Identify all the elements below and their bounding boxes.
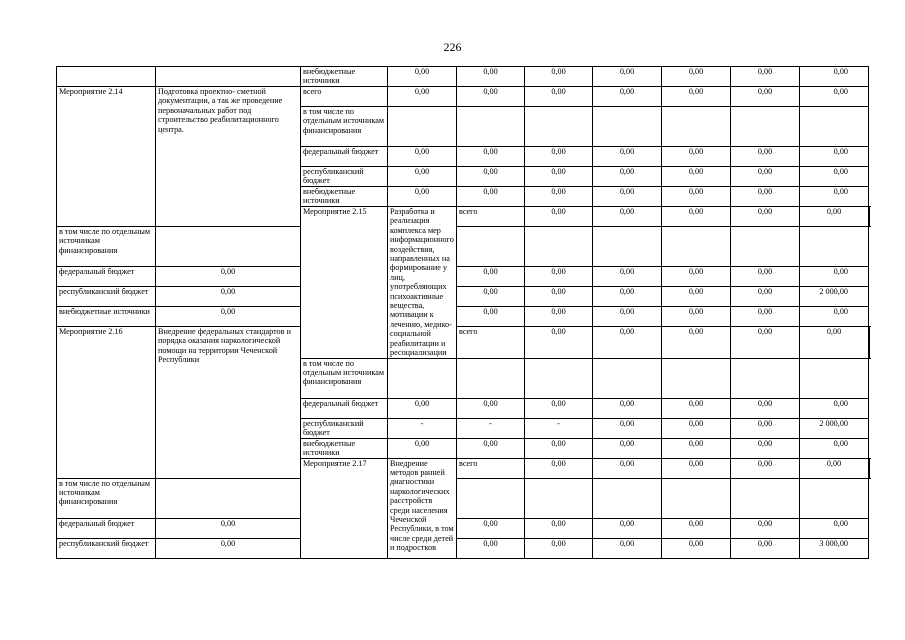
amount-cell: 0,00 bbox=[662, 538, 731, 558]
amount-cell bbox=[593, 227, 662, 267]
amount-cell: 0,00 bbox=[457, 67, 525, 87]
amount-cell bbox=[731, 107, 800, 147]
amount-cell: 0,00 bbox=[731, 538, 800, 558]
amount-cell: 0,00 bbox=[662, 147, 731, 167]
amount-cell bbox=[593, 358, 662, 398]
amount-cell: 0,00 bbox=[457, 167, 525, 187]
description-cell bbox=[156, 67, 301, 87]
amount-cell: 0,00 bbox=[800, 327, 869, 359]
amount-cell bbox=[869, 458, 870, 478]
amount-cell: 0,00 bbox=[662, 438, 731, 458]
amount-cell: 0,00 bbox=[457, 438, 525, 458]
description-cell: Подготовка проектно- сметной документации, а так же проведение первоначальных работ под строительство реабилитационного центра. bbox=[156, 87, 301, 227]
table-row bbox=[57, 518, 870, 538]
amount-cell: 0,00 bbox=[731, 327, 800, 359]
amount-cell: 0,00 bbox=[457, 267, 525, 287]
amount-cell: 0,00 bbox=[156, 518, 301, 538]
amount-cell: 0,00 bbox=[593, 187, 662, 207]
amount-cell: 0,00 bbox=[525, 67, 593, 87]
amount-cell: 0,00 bbox=[662, 327, 731, 359]
amount-cell: 0,00 bbox=[662, 398, 731, 418]
amount-cell: 0,00 bbox=[156, 307, 301, 327]
amount-cell: 0,00 bbox=[731, 147, 800, 167]
amount-cell: 0,00 bbox=[662, 187, 731, 207]
amount-cell: 0,00 bbox=[525, 147, 593, 167]
amount-cell bbox=[388, 358, 457, 398]
funding-source-cell: федеральный бюджет bbox=[57, 518, 156, 538]
funding-source-cell: всего bbox=[457, 458, 525, 478]
amount-cell: 0,00 bbox=[525, 307, 593, 327]
amount-cell: 0,00 bbox=[388, 147, 457, 167]
amount-cell: 0,00 bbox=[457, 147, 525, 167]
amount-cell: 0,00 bbox=[731, 167, 800, 187]
amount-cell: 0,00 bbox=[662, 67, 731, 87]
amount-cell: 0,00 bbox=[525, 287, 593, 307]
amount-cell: 0,00 bbox=[593, 287, 662, 307]
funding-source-cell: в том числе по отдельным источникам финансирования bbox=[57, 227, 156, 267]
amount-cell: 3 000,00 bbox=[800, 538, 869, 558]
funding-source-cell: внебюджетные источники bbox=[57, 307, 156, 327]
amount-cell bbox=[662, 478, 731, 518]
amount-cell: 0,00 bbox=[388, 67, 457, 87]
amount-cell: 0,00 bbox=[662, 287, 731, 307]
table-row bbox=[57, 307, 870, 327]
funding-source-cell: федеральный бюджет bbox=[301, 147, 388, 167]
amount-cell: 0,00 bbox=[731, 458, 800, 478]
amount-cell: 0,00 bbox=[525, 458, 593, 478]
amount-cell: 0,00 bbox=[662, 307, 731, 327]
amount-cell: 0,00 bbox=[593, 87, 662, 107]
amount-cell: 0,00 bbox=[662, 267, 731, 287]
amount-cell bbox=[731, 227, 800, 267]
amount-cell: 0,00 bbox=[731, 87, 800, 107]
amount-cell: 0,00 bbox=[593, 398, 662, 418]
amount-cell: 0,00 bbox=[457, 287, 525, 307]
amount-cell: 0,00 bbox=[525, 438, 593, 458]
amount-cell bbox=[457, 107, 525, 147]
amount-cell: 0,00 bbox=[731, 187, 800, 207]
amount-cell: 0,00 bbox=[593, 538, 662, 558]
funding-source-cell: республиканский бюджет bbox=[301, 418, 388, 438]
amount-cell bbox=[156, 227, 301, 267]
amount-cell: 0,00 bbox=[156, 267, 301, 287]
amount-cell: 0,00 bbox=[457, 307, 525, 327]
amount-cell: 0,00 bbox=[662, 87, 731, 107]
activity-id-cell bbox=[57, 67, 156, 87]
amount-cell bbox=[800, 227, 869, 267]
amount-cell: 0,00 bbox=[662, 207, 731, 227]
amount-cell bbox=[731, 358, 800, 398]
amount-cell: 0,00 bbox=[800, 147, 869, 167]
amount-cell bbox=[800, 478, 869, 518]
amount-cell bbox=[525, 107, 593, 147]
amount-cell: 0,00 bbox=[593, 167, 662, 187]
amount-cell bbox=[800, 358, 869, 398]
amount-cell: 0,00 bbox=[800, 167, 869, 187]
funding-source-cell: в том числе по отдельным источникам финансирования bbox=[301, 358, 388, 398]
amount-cell: - bbox=[457, 418, 525, 438]
table-row bbox=[57, 87, 870, 107]
amount-cell: 0,00 bbox=[731, 267, 800, 287]
amount-cell bbox=[731, 478, 800, 518]
table-row bbox=[57, 538, 870, 558]
table-row bbox=[57, 478, 870, 518]
amount-cell: 0,00 bbox=[525, 398, 593, 418]
amount-cell: 2 000,00 bbox=[800, 287, 869, 307]
amount-cell: 0,00 bbox=[593, 307, 662, 327]
amount-cell: 0,00 bbox=[457, 538, 525, 558]
amount-cell bbox=[662, 227, 731, 267]
budget-table-body bbox=[57, 67, 870, 559]
amount-cell: 0,00 bbox=[388, 187, 457, 207]
amount-cell: 0,00 bbox=[457, 398, 525, 418]
funding-source-cell: в том числе по отдельным источникам финансирования bbox=[57, 478, 156, 518]
amount-cell: 0,00 bbox=[593, 518, 662, 538]
page-number: 226 bbox=[443, 40, 462, 54]
amount-cell: 0,00 bbox=[525, 207, 593, 227]
funding-source-cell: внебюджетные источники bbox=[301, 438, 388, 458]
amount-cell: 0,00 bbox=[593, 207, 662, 227]
amount-cell: 0,00 bbox=[800, 187, 869, 207]
funding-source-cell: внебюджетные источники bbox=[301, 187, 388, 207]
amount-cell: 0,00 bbox=[731, 398, 800, 418]
amount-cell: 0,00 bbox=[525, 187, 593, 207]
funding-source-cell: республиканский бюджет bbox=[301, 167, 388, 187]
activity-id-cell: Мероприятие 2.16 bbox=[57, 327, 156, 479]
funding-source-cell: республиканский бюджет bbox=[57, 287, 156, 307]
description-cell: Внедрение федеральных стандартов и порядка оказания наркологической помощи на территории Чеченской Республики bbox=[156, 327, 301, 479]
amount-cell: 0,00 bbox=[593, 147, 662, 167]
amount-cell bbox=[662, 358, 731, 398]
amount-cell: 0,00 bbox=[525, 87, 593, 107]
funding-source-cell: всего bbox=[457, 207, 525, 227]
amount-cell: 0,00 bbox=[800, 87, 869, 107]
funding-source-cell: всего bbox=[301, 87, 388, 107]
amount-cell bbox=[457, 358, 525, 398]
amount-cell: 0,00 bbox=[800, 307, 869, 327]
amount-cell bbox=[800, 107, 869, 147]
activity-id-cell: Мероприятие 2.15 bbox=[301, 207, 388, 359]
description-cell: Разработка и реализация комплекса мер информационного воздействия, направленных на формирование у лиц, употребляющих психоактивные вещества, мотивации к лечению, медико-социальной реабилитации и ресоциализации bbox=[388, 207, 457, 359]
amount-cell bbox=[525, 478, 593, 518]
amount-cell: 0,00 bbox=[593, 327, 662, 359]
amount-cell bbox=[457, 227, 525, 267]
amount-cell: 0,00 bbox=[593, 458, 662, 478]
amount-cell: 0,00 bbox=[800, 267, 869, 287]
description-cell: Внедрение методов ранней диагностики наркологических расстройств среди населения Чеченской Республики, в том числе среди детей и подростков bbox=[388, 458, 457, 558]
amount-cell: 0,00 bbox=[593, 67, 662, 87]
amount-cell: 0,00 bbox=[731, 418, 800, 438]
amount-cell: 0,00 bbox=[662, 458, 731, 478]
amount-cell: 0,00 bbox=[388, 167, 457, 187]
funding-source-cell: федеральный бюджет bbox=[57, 267, 156, 287]
amount-cell: 0,00 bbox=[662, 518, 731, 538]
amount-cell: 0,00 bbox=[525, 167, 593, 187]
funding-source-cell: внебюджетные источники bbox=[301, 67, 388, 87]
amount-cell: 0,00 bbox=[388, 398, 457, 418]
table-row bbox=[57, 67, 870, 87]
amount-cell: 0,00 bbox=[731, 207, 800, 227]
amount-cell: 0,00 bbox=[525, 538, 593, 558]
amount-cell: 0,00 bbox=[457, 518, 525, 538]
table-row bbox=[57, 227, 870, 267]
funding-source-cell: в том числе по отдельным источникам финансирования bbox=[301, 107, 388, 147]
amount-cell: 2 000,00 bbox=[800, 418, 869, 438]
budget-table bbox=[56, 66, 870, 559]
amount-cell: 0,00 bbox=[388, 438, 457, 458]
table-row bbox=[57, 267, 870, 287]
funding-source-cell: республиканский бюджет bbox=[57, 538, 156, 558]
amount-cell: 0,00 bbox=[731, 518, 800, 538]
amount-cell: 0,00 bbox=[525, 518, 593, 538]
amount-cell: 0,00 bbox=[156, 287, 301, 307]
amount-cell: 0,00 bbox=[593, 418, 662, 438]
amount-cell bbox=[869, 207, 870, 227]
table-row bbox=[57, 287, 870, 307]
amount-cell: - bbox=[525, 418, 593, 438]
amount-cell: 0,00 bbox=[457, 187, 525, 207]
amount-cell: - bbox=[388, 418, 457, 438]
amount-cell bbox=[525, 358, 593, 398]
amount-cell: 0,00 bbox=[731, 287, 800, 307]
amount-cell bbox=[662, 107, 731, 147]
amount-cell: 0,00 bbox=[731, 438, 800, 458]
activity-id-cell: Мероприятие 2.14 bbox=[57, 87, 156, 227]
amount-cell: 0,00 bbox=[800, 398, 869, 418]
funding-source-cell: всего bbox=[457, 327, 525, 359]
amount-cell: 0,00 bbox=[457, 87, 525, 107]
amount-cell: 0,00 bbox=[731, 307, 800, 327]
amount-cell: 0,00 bbox=[662, 167, 731, 187]
amount-cell bbox=[457, 478, 525, 518]
table-row bbox=[57, 327, 870, 359]
amount-cell: 0,00 bbox=[662, 418, 731, 438]
amount-cell: 0,00 bbox=[800, 438, 869, 458]
amount-cell: 0,00 bbox=[731, 67, 800, 87]
amount-cell bbox=[869, 327, 870, 359]
amount-cell bbox=[156, 478, 301, 518]
amount-cell: 0,00 bbox=[388, 87, 457, 107]
amount-cell: 0,00 bbox=[800, 207, 869, 227]
amount-cell: 0,00 bbox=[800, 518, 869, 538]
funding-source-cell: федеральный бюджет bbox=[301, 398, 388, 418]
amount-cell bbox=[525, 227, 593, 267]
amount-cell: 0,00 bbox=[156, 538, 301, 558]
amount-cell: 0,00 bbox=[525, 327, 593, 359]
amount-cell bbox=[593, 107, 662, 147]
amount-cell bbox=[593, 478, 662, 518]
amount-cell: 0,00 bbox=[525, 267, 593, 287]
amount-cell bbox=[388, 107, 457, 147]
amount-cell: 0,00 bbox=[800, 458, 869, 478]
amount-cell: 0,00 bbox=[593, 267, 662, 287]
activity-id-cell: Мероприятие 2.17 bbox=[301, 458, 388, 558]
amount-cell: 0,00 bbox=[593, 438, 662, 458]
amount-cell: 0,00 bbox=[800, 67, 869, 87]
